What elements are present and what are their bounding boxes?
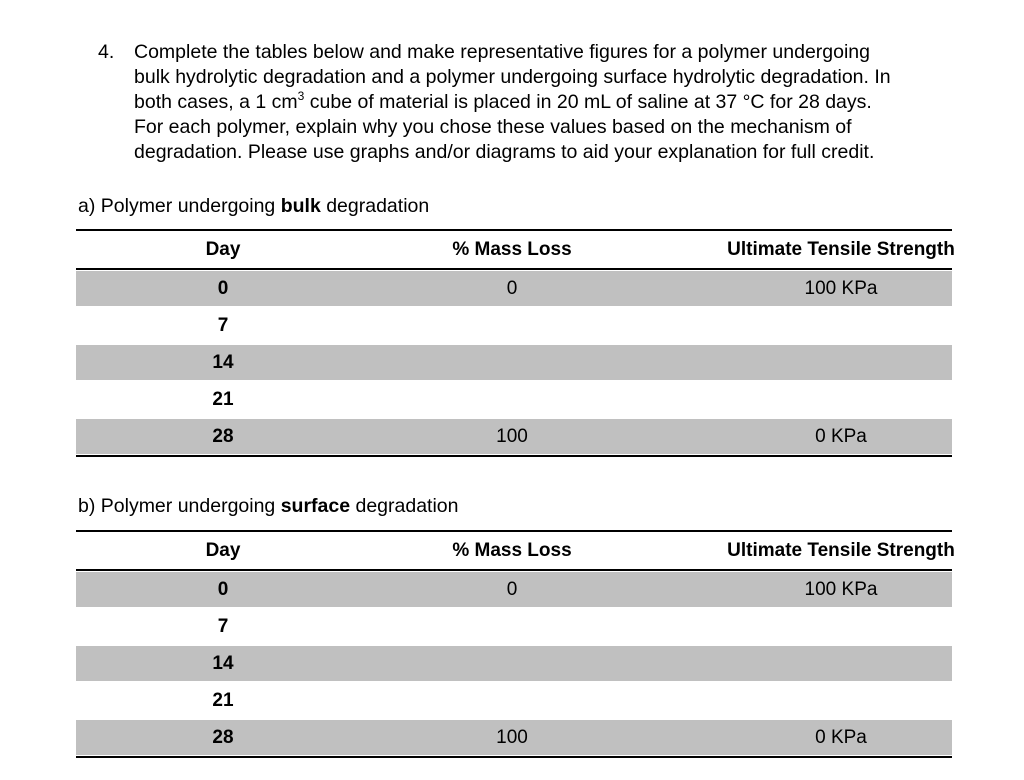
- table-row: [76, 307, 952, 344]
- cell-mass-loss[interactable]: [366, 682, 658, 719]
- cell-mass-loss[interactable]: [366, 645, 658, 682]
- cell-uts[interactable]: [658, 682, 952, 719]
- cell-mass-loss[interactable]: [366, 719, 658, 757]
- cell-day: [76, 418, 366, 456]
- cell-mass-loss-value: 100: [496, 726, 528, 748]
- header-uts: [658, 531, 955, 570]
- cell-uts[interactable]: [658, 418, 952, 456]
- cell-day: [76, 381, 366, 418]
- cell-uts-value: 0 KPa: [815, 726, 867, 748]
- header-day-label: Day: [205, 238, 241, 260]
- table-header-row: [76, 531, 952, 570]
- cell-day: [76, 719, 366, 757]
- table-row: [76, 344, 952, 381]
- cell-mass-loss[interactable]: [366, 418, 658, 456]
- table-row: [76, 682, 952, 719]
- table-row: [76, 645, 952, 682]
- header-mass-loss-label: % Mass Loss: [452, 238, 572, 260]
- cell-uts[interactable]: [658, 645, 952, 682]
- table-row: [76, 608, 952, 645]
- header-day-label: Day: [205, 539, 241, 561]
- superscript-3: 3: [297, 88, 305, 103]
- cell-day-value: 14: [212, 351, 234, 373]
- cell-uts[interactable]: [658, 381, 952, 418]
- cell-uts[interactable]: [658, 344, 952, 381]
- cell-uts[interactable]: [658, 570, 952, 608]
- table-header-row: [76, 230, 952, 269]
- cell-day-value: 28: [212, 425, 234, 447]
- cell-uts-value: 100 KPa: [804, 277, 878, 299]
- header-uts: [658, 230, 955, 269]
- cell-day-value: 7: [217, 314, 229, 336]
- cell-day-value: 21: [212, 388, 234, 410]
- table-row: [76, 269, 952, 307]
- cell-mass-loss-value: 0: [506, 277, 518, 299]
- cell-day-value: 7: [217, 615, 229, 637]
- cell-day: [76, 344, 366, 381]
- question-line-4: For each polymer, explain why you chose these values based on the mechanism of: [134, 116, 852, 138]
- cell-day: [76, 682, 366, 719]
- cell-uts[interactable]: [658, 307, 952, 344]
- cell-day-value: 28: [212, 726, 234, 748]
- cell-day-value: 0: [217, 578, 229, 600]
- cell-day: [76, 307, 366, 344]
- header-uts-label: Ultimate Tensile Strength: [727, 238, 955, 260]
- cell-mass-loss-value: 0: [506, 578, 518, 600]
- cell-mass-loss-value: 100: [496, 425, 528, 447]
- cell-day: [76, 645, 366, 682]
- table-row: [76, 570, 952, 608]
- bulk-degradation-table: [76, 229, 955, 457]
- surface-degradation-table: [76, 530, 955, 758]
- question-line-3: [134, 90, 974, 115]
- cell-day: [76, 570, 366, 608]
- cell-mass-loss[interactable]: [366, 269, 658, 307]
- section-b-caption: [78, 494, 459, 518]
- cell-uts[interactable]: [658, 608, 952, 645]
- section-a-caption-start: a) Polymer undergoing: [78, 195, 281, 217]
- question-line-5: degradation. Please use graphs and/or diagrams to aid your explanation for full credit.: [134, 141, 875, 163]
- cell-day-value: 0: [217, 277, 229, 299]
- header-mass-loss: [366, 230, 658, 269]
- question-number: 4.: [98, 41, 115, 63]
- header-day: [76, 230, 366, 269]
- section-a-caption: [78, 194, 429, 218]
- cell-day: [76, 269, 366, 307]
- cell-mass-loss[interactable]: [366, 344, 658, 381]
- table-row: [76, 719, 952, 757]
- cell-uts-value: 100 KPa: [804, 578, 878, 600]
- section-a-caption-bold: bulk: [280, 195, 321, 217]
- cell-day-value: 14: [212, 652, 234, 674]
- question-line-2: bulk hydrolytic degradation and a polymer undergoing surface hydrolytic degradation. In: [134, 66, 891, 88]
- header-mass-loss-label: % Mass Loss: [452, 539, 572, 561]
- question-line-3-end: cube of material is placed in 20 mL of saline at 37 °C for 28 days.: [304, 91, 872, 113]
- cell-day-value: 21: [212, 689, 234, 711]
- cell-mass-loss[interactable]: [366, 608, 658, 645]
- question-line-3-start: both cases, a 1 cm: [134, 91, 298, 113]
- section-a-caption-end: degradation: [320, 195, 430, 217]
- header-mass-loss: [366, 531, 658, 570]
- question-text: [134, 40, 974, 165]
- cell-day: [76, 608, 366, 645]
- section-b-caption-end: degradation: [350, 495, 459, 517]
- section-b-caption-start: b) Polymer undergoing: [78, 495, 281, 517]
- cell-uts-value: 0 KPa: [815, 425, 867, 447]
- header-day: [76, 531, 366, 570]
- cell-mass-loss[interactable]: [366, 307, 658, 344]
- question-line-1: Complete the tables below and make representative figures for a polymer undergoing: [134, 41, 871, 63]
- table-row: [76, 418, 952, 456]
- cell-uts[interactable]: [658, 269, 952, 307]
- cell-uts[interactable]: [658, 719, 952, 757]
- table-row: [76, 381, 952, 418]
- section-b-caption-bold: surface: [280, 495, 351, 517]
- cell-mass-loss[interactable]: [366, 381, 658, 418]
- header-uts-label: Ultimate Tensile Strength: [727, 539, 955, 561]
- cell-mass-loss[interactable]: [366, 570, 658, 608]
